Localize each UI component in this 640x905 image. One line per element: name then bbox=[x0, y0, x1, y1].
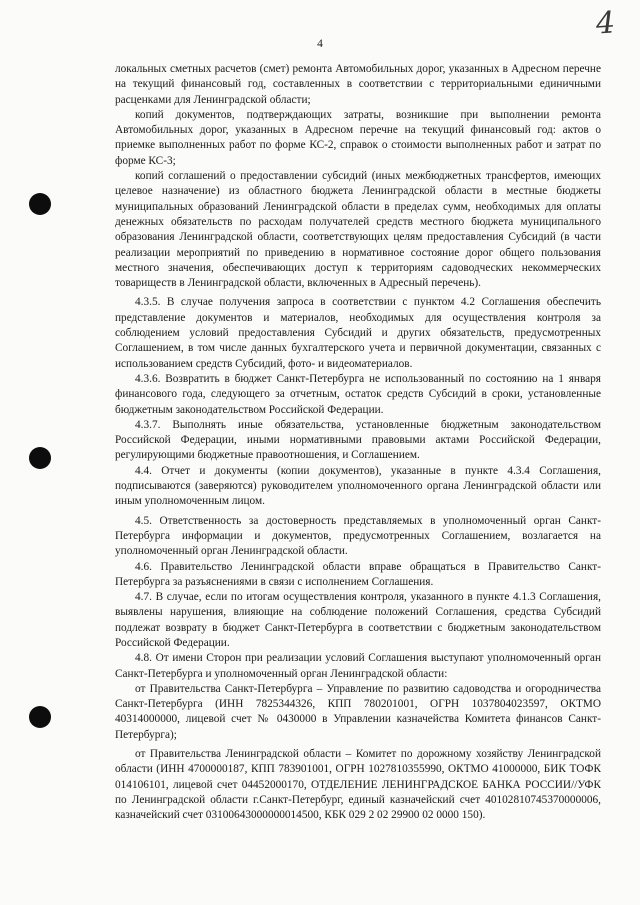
handwritten-page-mark: 4 bbox=[594, 5, 617, 42]
clause-4-3-6: 4.3.6. Возвратить в бюджет Санкт-Петербурга не использованный по состоянию на 1 января финансового года, следующего за отчетным, остаток средств Субсидий в сроки, установленные бюджетным законодательством Российской Федерации. bbox=[115, 372, 601, 416]
punch-hole-middle bbox=[29, 447, 51, 469]
punch-hole-bottom bbox=[29, 706, 51, 728]
clause-4-7: 4.7. В случае, если по итогам осуществления контроля, указанного в пункте 4.1.3 Соглашения, выявлены нарушения, влияющие на соблюдение положений Соглашения, средства Субсидий подлежат возврату в бюджет Санкт-Петербурга в соответствии с бюджетным законодательством Российской Федерации. bbox=[115, 591, 601, 649]
clause-4-4: 4.4. Отчет и документы (копии документов), указанные в пункте 4.3.4 Соглашения, подписываются (заверяются) руководителем уполномоченного органа Ленинградской области или иным уполномоченным лицом. bbox=[115, 464, 601, 508]
clause-4-6: 4.6. Правительство Ленинградской области вправе обращаться в Правительство Санкт-Петербурга за разъяснениями в связи с исполнением Соглашения. bbox=[115, 560, 601, 588]
paragraph: копий документов, подтверждающих затраты, возникшие при выполнении ремонта Автомобильных дорог, указанных в Адресном перечне на текущий финансовый год: актов о приемке выполненных работ по форме КС-2, справок о стоимости выполненных работ и затрат по форме КС-3; bbox=[115, 108, 601, 167]
clause-4-5: 4.5. Ответственность за достоверность представляемых в уполномоченный орган Санкт-Петербурга информации и документов, предусмотренных Соглашением, возлагается на уполномоченный орган Ленинградской области. bbox=[115, 514, 601, 558]
party-leningrad-oblast: от Правительства Ленинградской области – Комитет по дорожному хозяйству Ленинградской области (ИНН 4700000187, КПП 783901001, ОГРН 1027810355990, ОКТМО 41000000, БИК ТОФК 014106101, лицевой счет 04452000170, ОТДЕЛЕНИЕ ЛЕНИНГРАДСКОЕ БАНКА РОССИИ//УФК по Ленинградской области г.Санкт-Петербург, единый казначейский счет 40102810745370000006, казначейский счет 03100643000000014500, КБК 029 2 02 29900 02 0000 150). bbox=[115, 748, 601, 822]
punch-hole-top bbox=[29, 193, 51, 215]
page-number: 4 bbox=[317, 38, 323, 50]
paragraph: копий соглашений о предоставлении субсидий (иных межбюджетных трансфертов, имеющих целевое назначение) из областного бюджета Ленинградской области в местные бюджеты муниципальных образований Ленинградской области в пределах сумм, необходимых для оплаты денежных обязательств по расходам получателей средств местного бюджета муниципального образования Ленинградской области, соответствующих целям предоставления Субсидий (в части реализации мероприятий по приведению в нормативное состояние дорог общего пользования местного значения, обеспечивающих доступ к территориям садоводческих некоммерческих товариществ в Ленинградской области, включенных в Адресный перечень). bbox=[115, 170, 601, 290]
clause-4-3-5: 4.3.5. В случае получения запроса в соответствии с пунктом 4.2 Соглашения обеспечить представление документов и материалов, необходимых для осуществления контроля за соблюдением условий предоставления Субсидий и других обязательств, предусмотренных Соглашением, в том числе данных бухгалтерского учета и первичной документации, связанных с использованием средств Субсидий, фото- и видеоматериалов. bbox=[115, 296, 601, 370]
paragraph: локальных сметных расчетов (смет) ремонта Автомобильных дорог, указанных в Адресном перечне на текущий финансовый год, составленных в соответствии с территориальными единичными расценками для Ленинградской области; bbox=[115, 63, 601, 106]
clause-4-8: 4.8. От имени Сторон при реализации условий Соглашения выступают уполномоченный орган Санкт-Петербурга и уполномоченный орган Ленинградской области: bbox=[115, 652, 601, 680]
document-body bbox=[115, 62, 601, 824]
party-saint-petersburg: от Правительства Санкт-Петербурга – Управление по развитию садоводства и огородничества Санкт-Петербурга (ИНН 7825344326, КПП 780201001, ОГРН 1037804023597, ОКТМО 40314000000, лицевой счет № 0430000 в Управлении казначейства Комитета финансов Санкт-Петербурга); bbox=[115, 682, 601, 741]
clause-4-3-7: 4.3.7. Выполнять иные обязательства, установленные бюджетным законодательством Российской Федерации, иными нормативными правовыми актами Российской Федерации, регулирующими бюджетные правоотношения, и Соглашением. bbox=[115, 418, 601, 462]
